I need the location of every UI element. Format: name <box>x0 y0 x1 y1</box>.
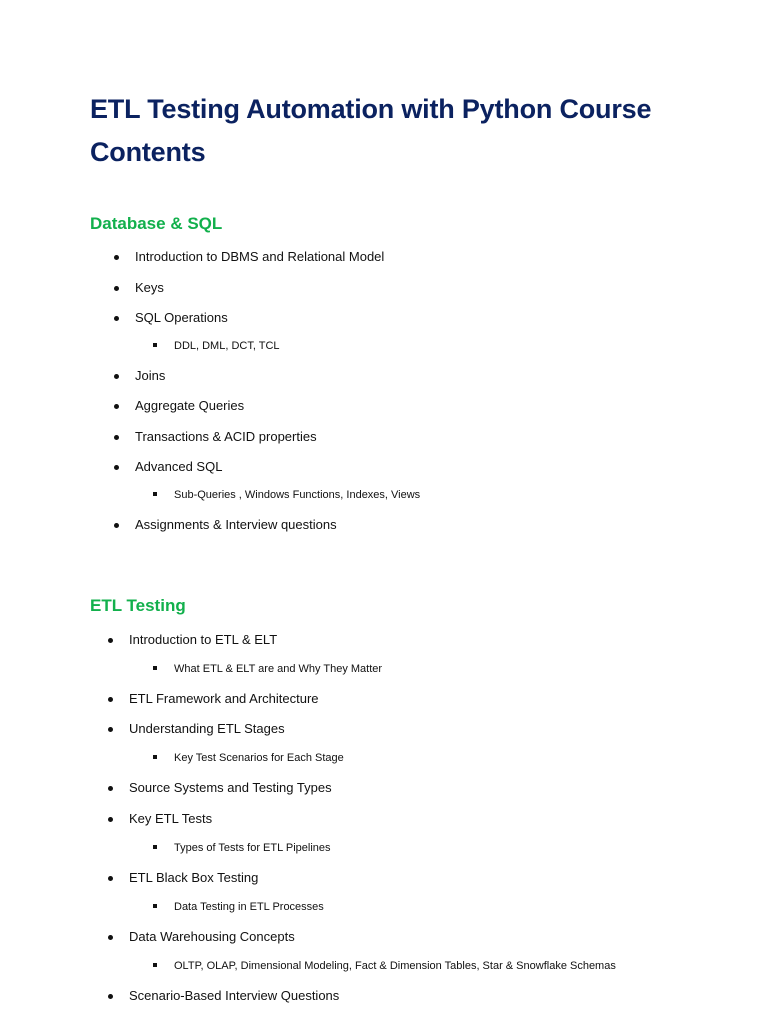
list-item <box>135 428 317 446</box>
list-item-label: Aggregate Queries <box>135 398 245 413</box>
list-item <box>129 810 212 828</box>
sub-list-item <box>174 661 382 677</box>
list-item <box>135 458 222 476</box>
list-item-label: Data Warehousing Concepts <box>129 929 295 944</box>
section-heading-database-sql: Database & SQL <box>90 214 223 233</box>
sub-list-item <box>174 338 280 354</box>
list-item <box>135 516 337 534</box>
bullet-icon <box>114 374 119 379</box>
bullet-icon <box>108 935 113 940</box>
list-item <box>129 869 258 887</box>
bullet-icon <box>108 817 113 822</box>
bullet-icon <box>114 255 119 260</box>
sub-list-item <box>174 958 616 974</box>
list-item <box>129 987 339 1005</box>
bullet-icon <box>108 727 113 732</box>
square-bullet-icon <box>153 343 157 347</box>
sub-list-item-label: Key Test Scenarios for Each Stage <box>174 752 344 764</box>
sub-list-item-label: DDL, DML, DCT, TCL <box>174 340 280 352</box>
sub-list-item <box>174 899 324 915</box>
square-bullet-icon <box>153 845 157 849</box>
square-bullet-icon <box>153 904 157 908</box>
list-item <box>135 367 165 385</box>
sub-list-item-label: OLTP, OLAP, Dimensional Modeling, Fact & Dimension Tables, Star & Snowflake Schemas <box>174 960 616 972</box>
bullet-icon <box>114 465 119 470</box>
square-bullet-icon <box>153 666 157 670</box>
bullet-icon <box>108 994 113 999</box>
list-item-label: Advanced SQL <box>135 459 223 474</box>
bullet-icon <box>114 523 119 528</box>
sub-list-item <box>174 487 420 503</box>
sub-list-item <box>174 840 331 856</box>
page-title: ETL Testing Automation with Python Course Contents <box>90 94 652 167</box>
list-item-label: Understanding ETL Stages <box>129 721 285 736</box>
list-item <box>129 720 285 738</box>
bullet-icon <box>108 876 113 881</box>
bullet-icon <box>114 316 119 321</box>
sub-list-item <box>174 750 344 766</box>
sub-list-item-label: Types of Tests for ETL Pipelines <box>174 842 331 854</box>
list-item <box>129 779 332 797</box>
list-item-label: Transactions & ACID properties <box>135 429 317 444</box>
list-item-label: ETL Framework and Architecture <box>129 691 319 706</box>
list-item <box>129 928 295 946</box>
list-item <box>129 690 319 708</box>
list-item-label: Source Systems and Testing Types <box>129 780 332 795</box>
square-bullet-icon <box>153 755 157 759</box>
list-item-label: Assignments & Interview questions <box>135 517 337 532</box>
list-item <box>135 248 384 266</box>
bullet-icon <box>114 435 119 440</box>
bullet-icon <box>108 786 113 791</box>
sub-list-item-label: Sub-Queries , Windows Functions, Indexes, Views <box>174 489 421 501</box>
list-item-label: Scenario-Based Interview Questions <box>129 988 340 1003</box>
list-item <box>129 631 277 649</box>
list-item-label: Key ETL Tests <box>129 811 213 826</box>
section-heading-etl-testing: ETL Testing <box>90 596 186 615</box>
square-bullet-icon <box>153 492 157 496</box>
sub-list-item-label: What ETL & ELT are and Why They Matter <box>174 663 383 675</box>
square-bullet-icon <box>153 963 157 967</box>
list-item <box>135 397 244 415</box>
bullet-icon <box>114 404 119 409</box>
list-item-label: Introduction to DBMS and Relational Model <box>135 249 385 264</box>
list-item-label: SQL Operations <box>135 310 228 325</box>
sub-list-item-label: Data Testing in ETL Processes <box>174 901 324 913</box>
bullet-icon <box>108 697 113 702</box>
list-item-label: ETL Black Box Testing <box>129 870 259 885</box>
list-item-label: Keys <box>135 280 164 295</box>
list-item-label: Joins <box>135 368 166 383</box>
list-item <box>135 279 164 297</box>
list-item-label: Introduction to ETL & ELT <box>129 632 278 647</box>
bullet-icon <box>114 286 119 291</box>
list-item <box>135 309 228 327</box>
bullet-icon <box>108 638 113 643</box>
